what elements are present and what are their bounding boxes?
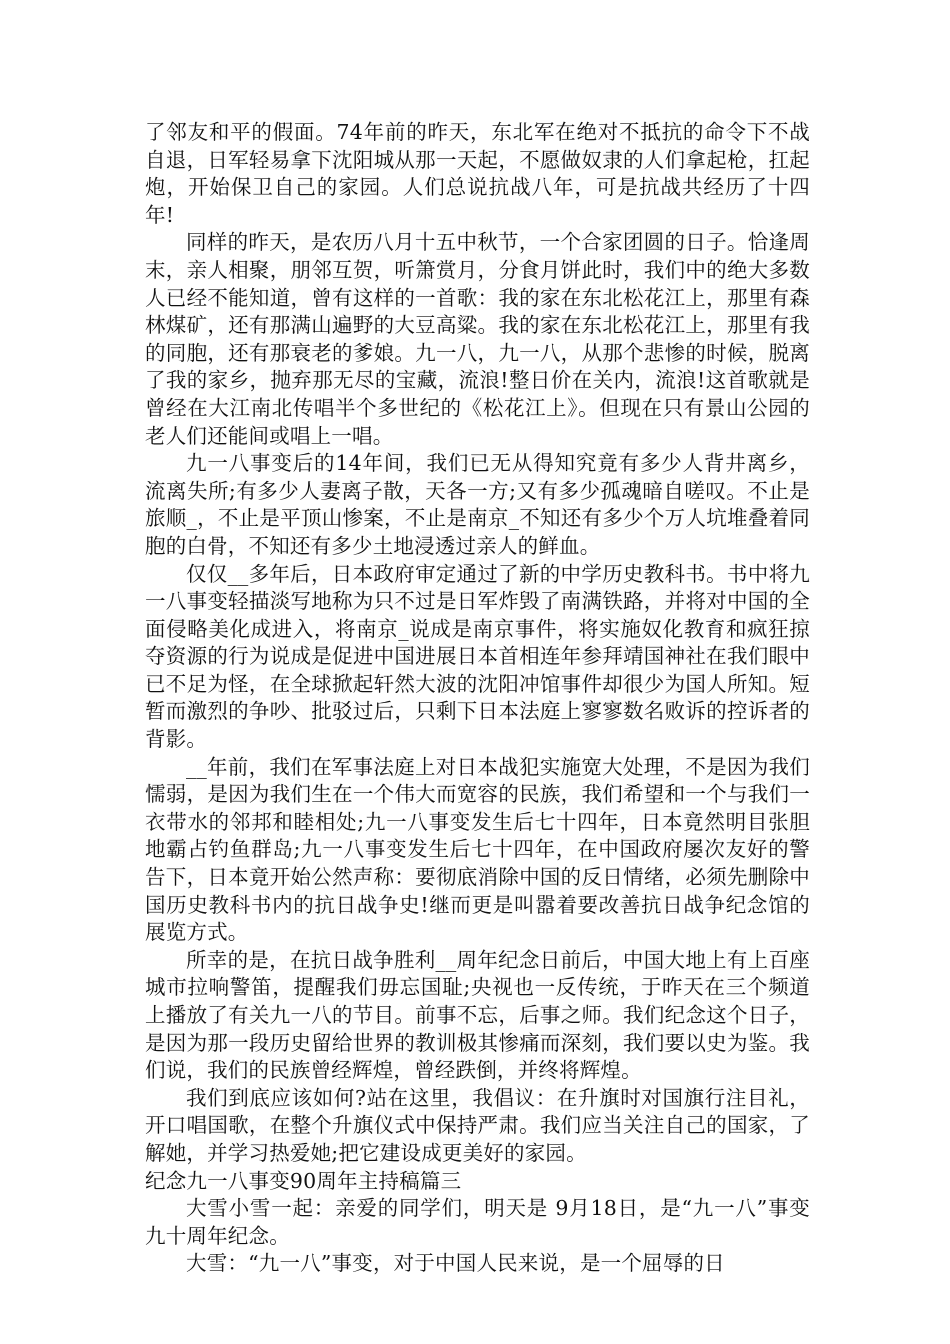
paragraph-4: 仅仅__多年后，日本政府审定通过了新的中学历史教科书。书中将九一八事变轻描淡写地称为只不过是日军炸毁了南满铁路，并将对中国的全面侵略美化成进入，将南京_说成是南京事件，将实施奴化教育和疯狂掠夺资源的行为说成是促进中国进展日本首相连年参拜靖国神社在我们眼中已不足为怪，在全球掀起轩然大波的沈阳冲馆事件却很少为国人所知。短暂而激烈的争吵、批驳过后，只剩下日本法庭上寥寥数名败诉的控诉者的背影。 [145,561,810,752]
dialogue-line-1: 大雪小雪一起：亲爱的同学们，明天是 9月18日，是“九一八”事变九十周年纪念。 [145,1196,810,1248]
section-title: 纪念九一八事变90周年主持稿篇三 [145,1168,462,1193]
paragraph-2: 同样的昨天，是农历八月十五中秋节，一个合家团圆的日子。恰逢周末，亲人相聚，朋邻互贺，听箫赏月，分食月饼此时，我们中的绝大多数人已经不能知道，曾有这样的一首歌：我的家在东北松花江上，那里有森林煤矿，还有那满山遍野的大豆高粱。我的家在东北松花江上，那里有我的同胞，还有那衰老的爹娘。九一八，九一八，从那个悲惨的时候，脱离了我的家乡，抛弃那无尽的宝藏，流浪!整日价在关内，流浪!这首歌就是曾经在大江南北传唱半个多世纪的《松花江上》。但现在只有景山公园的老人们还能间或唱上一唱。 [145,230,810,448]
paragraph-7: 我们到底应该如何?站在这里，我倡议：在升旗时对国旗行注目礼，开口唱国歌，在整个升旗仪式中保持严肃。我们应当关注自己的国家，了解她，并学习热爱她;把它建设成更美好的家园。 [145,1085,810,1165]
document-body [145,119,810,1278]
dialogue-line-2: 大雪：“九一八”事变，对于中国人民来说，是一个屈辱的日 [186,1251,725,1276]
paragraph-6: 所幸的是，在抗日战争胜利__周年纪念日前后，中国大地上有上百座城市拉响警笛，提醒我们毋忘国耻;央视也一反传统，于昨天在三个频道上播放了有关九一八的节目。前事不忘，后事之师。我们纪念这个日子，是因为那一段历史留给世界的教训极其惨痛而深刻，我们要以史为鉴。我们说，我们的民族曾经辉煌，曾经跌倒，并终将辉煌。 [145,947,810,1083]
paragraph-3: 九一八事变后的14年间，我们已无从得知究竟有多少人背井离乡，流离失所;有多少人妻离子散，天各一方;又有多少孤魂暗自嗟叹。不止是旅顺_，不止是平顶山惨案，不止是南京_不知还有多少个万人坑堆叠着同胞的白骨，不知还有多少土地浸透过亲人的鲜血。 [145,451,810,558]
paragraph-5: __年前，我们在军事法庭上对日本战犯实施宽大处理，不是因为我们懦弱，是因为我们生在一个伟大而宽容的民族，我们希望和一个与我们一衣带水的邻邦和睦相处;九一八事变发生后七十四年，日本竟然明目张胆地霸占钓鱼群岛;九一八事变发生后七十四年，在中国政府屡次友好的警告下，日本竟开始公然声称：要彻底消除中国的反日情绪，必须先删除中国历史教科书内的抗日战争史!继而更是叫嚣着要改善抗日战争纪念馆的展览方式。 [145,754,810,945]
paragraph-1: 了邻友和平的假面。74年前的昨天，东北军在绝对不抵抗的命令下不战自退，日军轻易拿下沈阳城从那一天起，不愿做奴隶的人们拿起枪，扛起炮，开始保卫自己的家园。人们总说抗战八年，可是抗战共经历了十四年! [145,120,810,227]
